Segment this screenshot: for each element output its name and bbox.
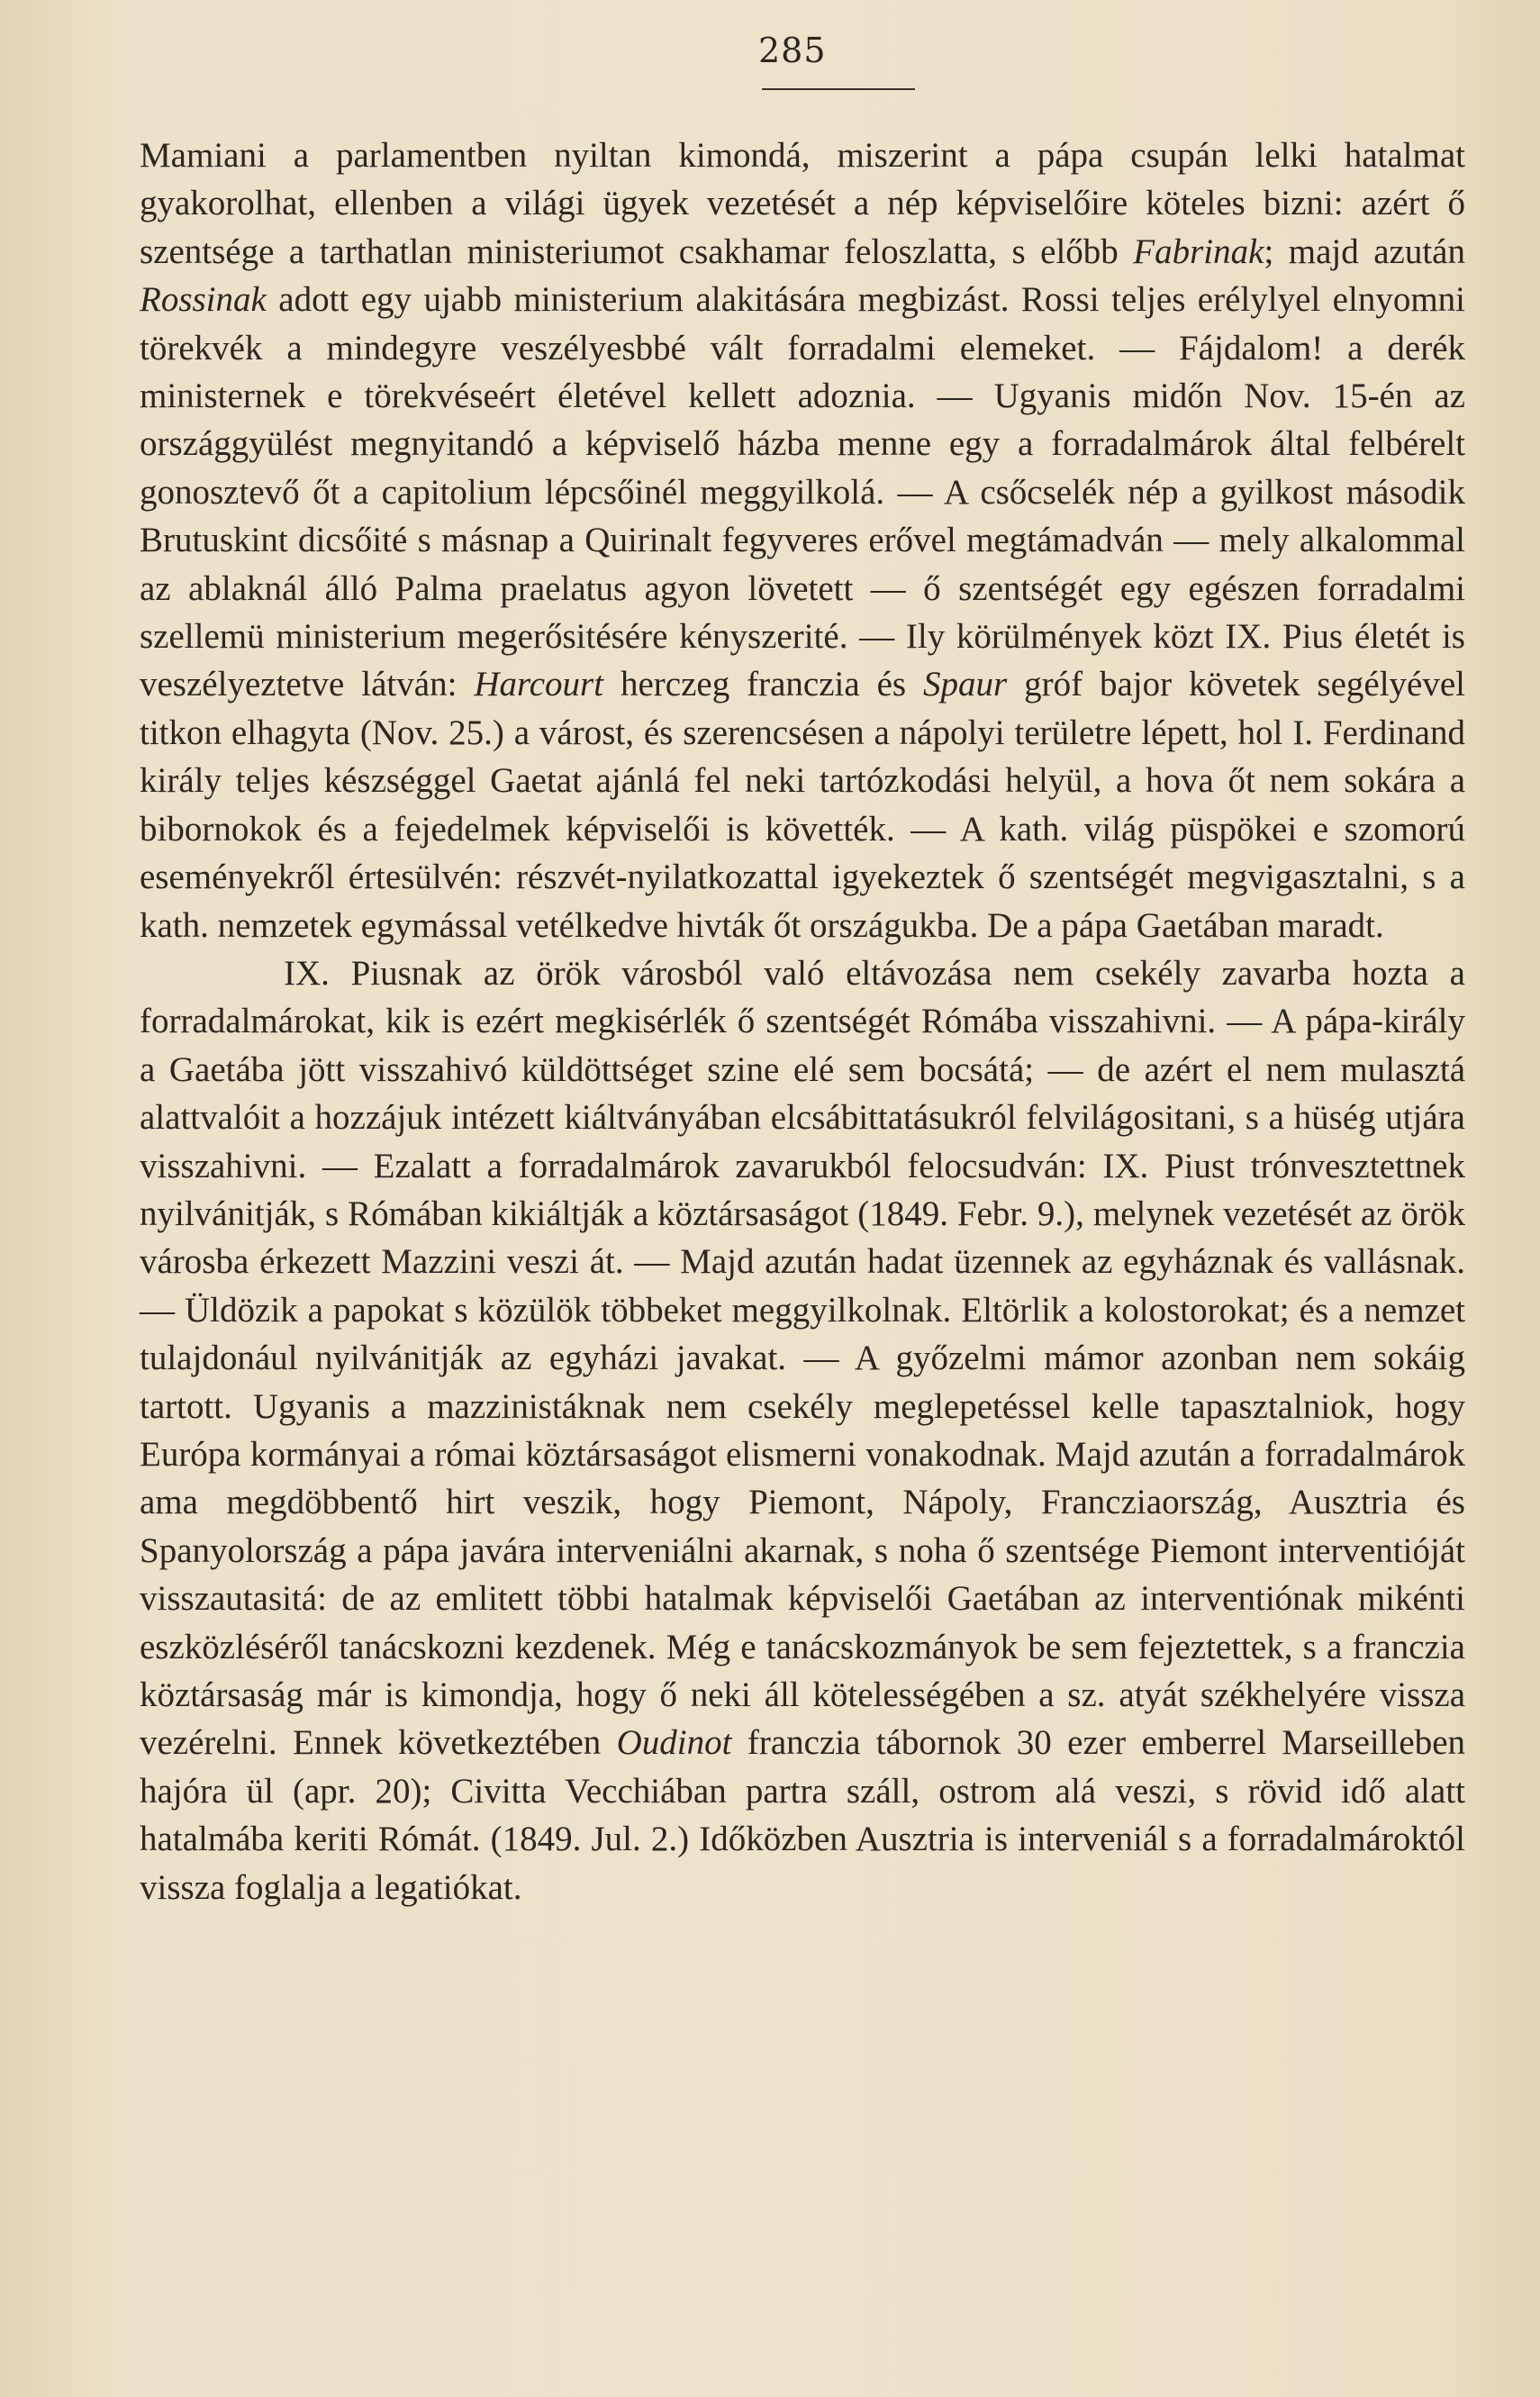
- text-span: Mamiani a parlamentben nyiltan kimondá, miszerint a pápa csupán lelki hatalmat gyakorolhat, ellenben a világi ügyek vezetését a nép képviselőire köteles bizni: azért ő szentsége a tarthatlan ministeriumot csakhamar feloszlatta, s előbb: [140, 136, 1465, 271]
- page-number-rule: [762, 88, 915, 90]
- text-span: ; majd azután: [1264, 232, 1465, 271]
- page-number: 285: [758, 31, 827, 70]
- italic-name-oudinot: Oudinot: [616, 1723, 732, 1763]
- text-span: herczeg franczia és: [603, 665, 923, 704]
- text-span: franczia tábornok 30 ezer emberrel Marseilleben hajóra ül (apr. 20); Civitta Vecchiában partra száll, ostrom alá veszi, s rövid idő alatt hatalmába keriti Rómát. (1849. Jul. 2.) Időközben Ausztria is interveniál s a forradalmároktól vissza foglalja a legatiókat.: [140, 1723, 1465, 1907]
- text-span: IX. Piusnak az örök városból való eltávozása nem csekély zavarba hozta a forradalmárokat, kik is ezért megkisérlék ő szentségét Rómába visszahivni. — A pápa-király a Gaetába jött visszahivó küldöttséget szine elé sem bocsátá; — de azért el nem mulasztá alattvalóit a hozzájuk intézett kiáltványában elcsábittatásukról felvilágositani, s a hüség utjára visszahivni. — Ezalatt a forradalmárok zavarukból felocsudván: IX. Piust trónvesztettnek nyilvánitják, s Rómában kikiáltják a köztársaságot (1849. Febr. 9.), melynek vezetését az örök városba érkezett Mazzini veszi át. — Majd azután hadat üzennek az egyháznak és vallásnak. — Üldözik a papokat s közülök többeket meggyilkolnak. Eltörlik a kolostorokat; és a nemzet tulajdonául nyilvánitják az egyházi javakat. — A győzelmi mámor azonban nem sokáig tartott. Ugyanis a mazzinistáknak nem csekély meglepetéssel kelle tapasztalniok, hogy Európa kormányai a római köztársaságot elismerni vonakodnak. Majd azután a forradalmárok ama megdöbbentő hirt veszik, hogy Piemont, Nápoly, Francziaország, Ausztria és Spanyolország a pápa javára interveniálni akarnak, s noha ő szentsége Piemont interventióját visszautasitá: de az emlitett többi hatalmak képviselői Gaetában az interventiónak mikénti eszközléséről tanácskozni kezdenek. Még e tanácskozmányok be sem fejeztettek, s a franczia köztársaság már is kimondja, hogy ő neki áll kötelességében a sz. atyát székhelyére vissza vezérelni. Ennek következtében: [140, 953, 1465, 1763]
- italic-name-rossi: Rossinak: [140, 280, 267, 320]
- text-span: gróf bajor követek segélyével titkon elhagyta (Nov. 25.) a várost, és szerencsésen a nápolyi területre lépett, hol I. Ferdinand király teljes készséggel Gaetat ajánlá fel neki tartózkodási helyül, a hova őt nem sokára a bibornokok és a fejedelmek képviselői is követték. — A kath. világ püspökei e szomorú eseményekről értesülvén: részvét-nyilatkozattal igyekeztek ő szentségét megvigasztalni, s a kath. nemzetek egymással vetélkedve hivták őt országukba. De a pápa Gaetában maradt.: [140, 665, 1466, 945]
- italic-name-spaur: Spaur: [923, 665, 1008, 704]
- text-span: adott egy ujabb ministerium alakitására megbizást. Rossi teljes erélylyel elnyomni törekvék a mindegyre veszélyesbbé vált forradalmi elemeket. — Fájdalom! a derék ministernek e törekvéseért életével kellett adoznia. — Ugyanis midőn Nov. 15-én az országgyülést megnyitandó a képviselő házba menne egy a forradalmárok által felbérelt gonosztevő őt a capitolium lépcsőinél meggyilkolá. — A csőcselék nép a gyilkost második Brutuskint dicsőité s másnap a Quirinalt fegyveres erővel megtámadván — mely alkalommal az ablaknál álló Palma praelatus agyon lövetett — ő szentségét egy egészen forradalmi szellemü ministerium megerősitésére kényszerité. — Ily körülmények közt IX. Pius életét is veszélyeztetve látván:: [140, 280, 1465, 704]
- body-text: [140, 132, 1465, 1911]
- italic-name-harcourt: Harcourt: [474, 665, 604, 704]
- paragraph-1: [140, 132, 1465, 949]
- italic-name-fabri: Fabrinak: [1133, 232, 1264, 271]
- paragraph-2: [140, 949, 1465, 1911]
